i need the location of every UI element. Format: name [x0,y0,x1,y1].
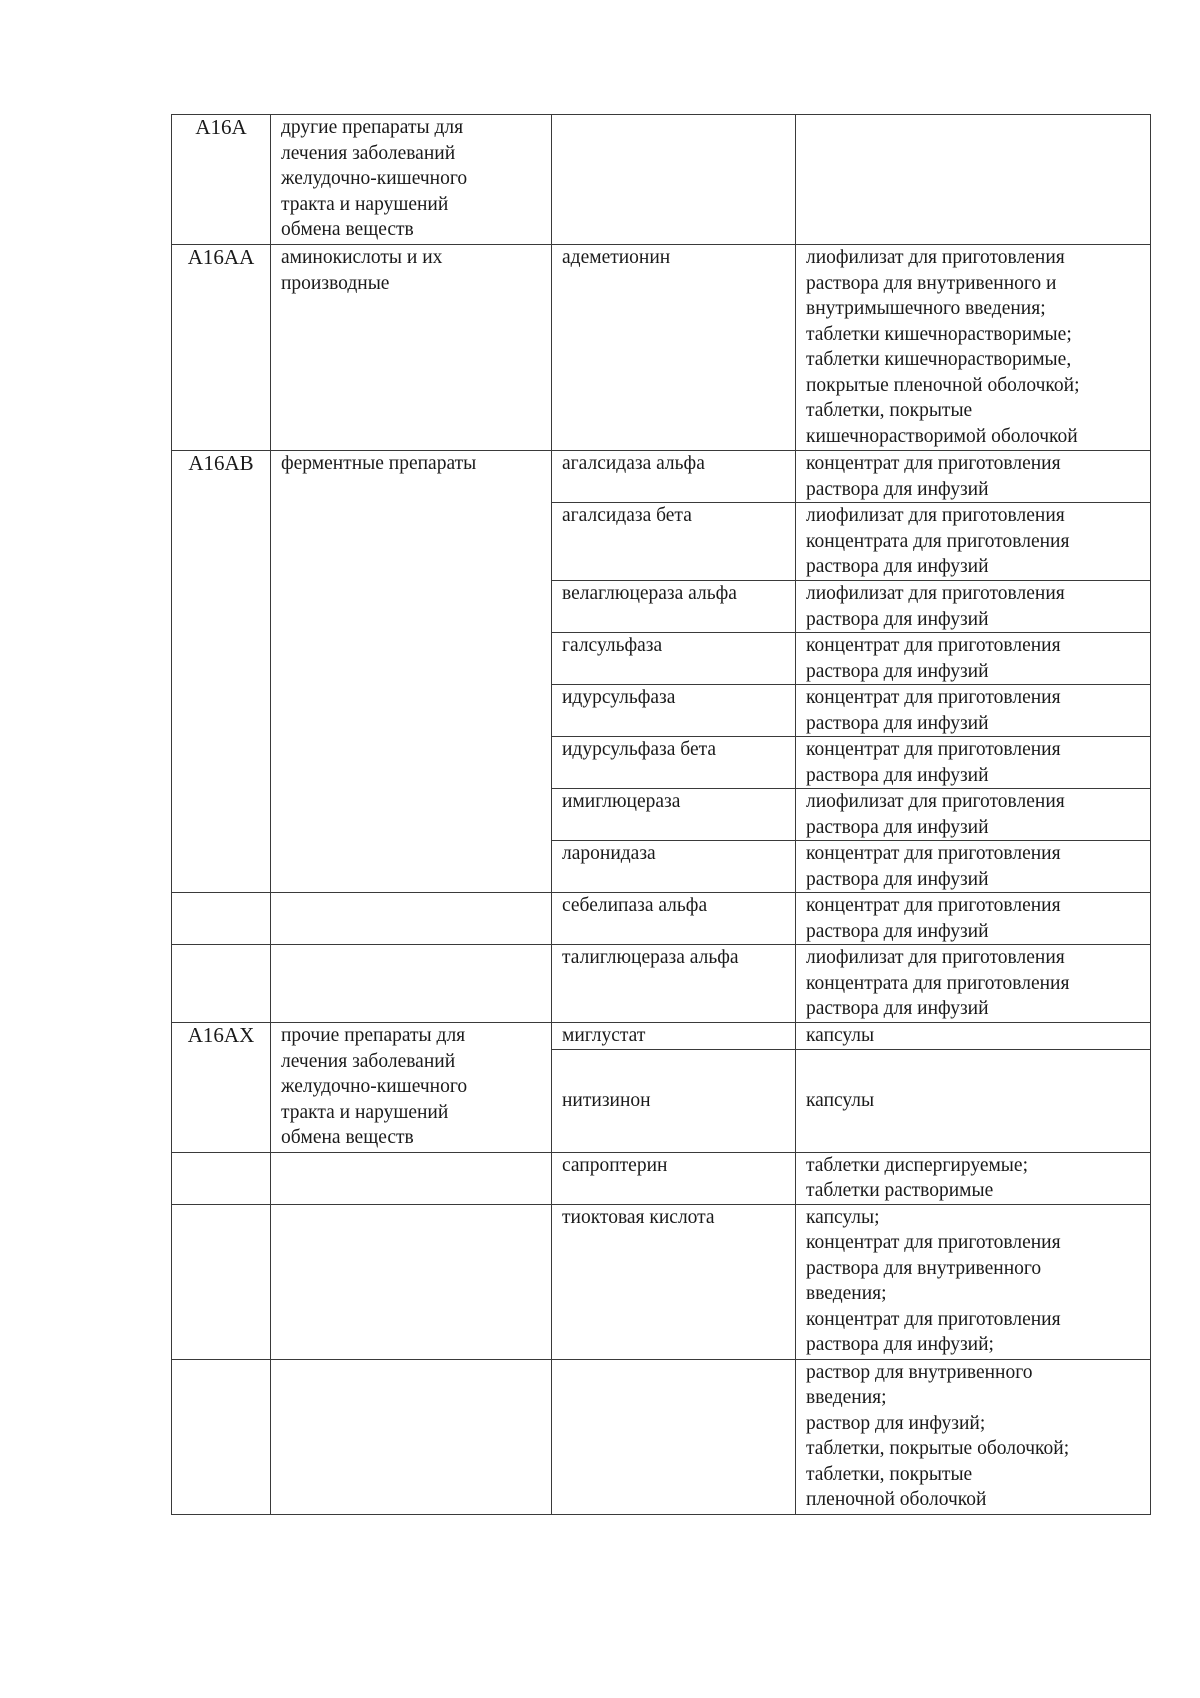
dosage-form: лиофилизат для приготовления раствора для внутривенного и внутримышечного введения; таблетки кишечнорастворимые; таблетки кишечнорастворимые, покрытые пленочной оболочкой; таблетки, покрытые кишечнорастворимой оболочкой [796,245,1151,451]
drug-name [552,115,796,245]
dosage-form: концентрат для приготовления раствора для инфузий [796,685,1151,737]
drug-name: нитизинон [552,1049,796,1152]
drug-name: велаглюцераза альфа [552,581,796,633]
drug-name: сапроптерин [552,1152,796,1204]
atc-code-continuation [172,1049,271,1152]
atc-code: A16A [172,115,271,245]
atc-code [172,1359,271,1514]
dosage-form: таблетки диспергируемые; таблетки растворимые [796,1152,1151,1204]
drug-table [171,114,1151,1515]
table-row [172,893,1151,945]
table-row [172,1359,1151,1514]
table-row [172,1204,1151,1359]
drug-name: агалсидаза бета [552,503,796,581]
dosage-form: капсулы [796,1049,1151,1152]
atc-code [172,1204,271,1359]
atc-code: A16AX [172,1023,271,1050]
drug-name: имиглюцераза [552,789,796,841]
dosage-form: лиофилизат для приготовления концентрата для приготовления раствора для инфузий [796,945,1151,1023]
dosage-form [796,115,1151,245]
dosage-form: концентрат для приготовления раствора для инфузий [796,893,1151,945]
table-row [172,451,1151,503]
dosage-form: капсулы; концентрат для приготовления раствора для внутривенного введения; концентрат для приготовления раствора для инфузий; [796,1204,1151,1359]
dosage-form: концентрат для приготовления раствора для инфузий [796,633,1151,685]
drug-name: талиглюцераза альфа [552,945,796,1023]
dosage-form: лиофилизат для приготовления раствора для инфузий [796,581,1151,633]
drug-name: агалсидаза альфа [552,451,796,503]
group-name [271,1204,552,1359]
table-row [172,1023,1151,1050]
drug-name: себелипаза альфа [552,893,796,945]
atc-code [172,1152,271,1204]
group-name: аминокислоты и их производные [271,245,552,451]
dosage-form: лиофилизат для приготовления концентрата для приготовления раствора для инфузий [796,503,1151,581]
group-name [271,1152,552,1204]
dosage-form: концентрат для приготовления раствора для инфузий [796,841,1151,893]
drug-name: адеметионин [552,245,796,451]
dosage-form: лиофилизат для приготовления раствора для инфузий [796,789,1151,841]
atc-code: A16AB [172,451,271,893]
table-row [172,115,1151,245]
group-name [271,1359,552,1514]
group-name: другие препараты для лечения заболеваний желудочно-кишечного тракта и нарушений обмена веществ [271,115,552,245]
atc-code [172,893,271,945]
group-name: ферментные препараты [271,451,552,893]
drug-name: идурсульфаза [552,685,796,737]
group-name: прочие препараты для лечения заболеваний желудочно-кишечного тракта и нарушений обмена веществ [271,1023,552,1153]
drug-name: тиоктовая кислота [552,1204,796,1359]
atc-code [172,945,271,1023]
dosage-form: раствор для внутривенного введения; раствор для инфузий; таблетки, покрытые оболочкой; таблетки, покрытые пленочной оболочкой [796,1359,1151,1514]
drug-name: ларонидаза [552,841,796,893]
table-row [172,245,1151,451]
dosage-form: концентрат для приготовления раствора для инфузий [796,451,1151,503]
drug-name: идурсульфаза бета [552,737,796,789]
dosage-form: капсулы [796,1023,1151,1050]
table-row [172,1152,1151,1204]
group-name [271,945,552,1023]
drug-name: галсульфаза [552,633,796,685]
drug-name [552,1359,796,1514]
dosage-form: концентрат для приготовления раствора для инфузий [796,737,1151,789]
table-row [172,945,1151,1023]
group-name [271,893,552,945]
atc-code: A16AA [172,245,271,451]
drug-name: миглустат [552,1023,796,1050]
